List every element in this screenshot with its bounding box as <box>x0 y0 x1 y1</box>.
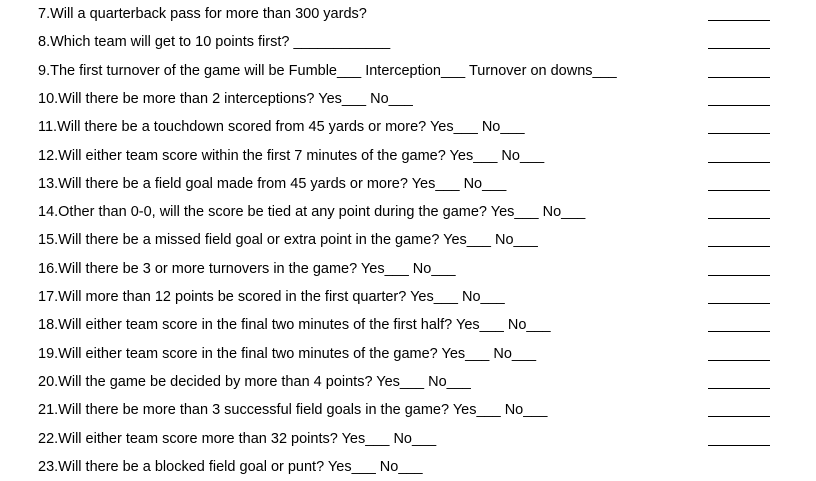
question-row <box>0 0 816 28</box>
answer-blank[interactable] <box>708 246 770 247</box>
answer-blank[interactable] <box>708 331 770 332</box>
question-text: 14.Other than 0-0, will the score be tied at any point during the game? Yes___ No___ <box>38 204 586 221</box>
question-text: 16.Will there be 3 or more turnovers in the game? Yes___ No___ <box>38 260 456 277</box>
answer-blank[interactable] <box>708 445 770 446</box>
answer-blank[interactable] <box>708 162 770 163</box>
question-row <box>0 85 816 113</box>
answer-blank[interactable] <box>708 388 770 389</box>
question-text: 13.Will there be a field goal made from 45 yards or more? Yes___ No___ <box>38 175 507 192</box>
answer-blank[interactable] <box>708 360 770 361</box>
question-text: 7.Will a quarterback pass for more than 300 yards? <box>38 6 367 22</box>
question-row <box>0 142 816 170</box>
question-row <box>0 340 816 368</box>
answer-blank[interactable] <box>708 218 770 219</box>
question-row <box>0 425 816 453</box>
answer-blank[interactable] <box>708 416 770 417</box>
question-row <box>0 311 816 339</box>
question-row <box>0 453 816 481</box>
answer-blank[interactable] <box>708 275 770 276</box>
question-text: 21.Will there be more than 3 successful field goals in the game? Yes___ No___ <box>38 402 548 419</box>
question-row <box>0 283 816 311</box>
question-text: 18.Will either team score in the final two minutes of the first half? Yes___ No___ <box>38 317 551 334</box>
question-row <box>0 57 816 85</box>
question-text: 8.Which team will get to 10 points first? ____________ <box>38 34 391 51</box>
answer-blank[interactable] <box>708 303 770 304</box>
question-row <box>0 28 816 56</box>
question-row <box>0 170 816 198</box>
answer-blank[interactable] <box>708 48 770 49</box>
question-text: 11.Will there be a touchdown scored from 45 yards or more? Yes___ No___ <box>38 119 525 136</box>
question-text: 12.Will either team score within the first 7 minutes of the game? Yes___ No___ <box>38 147 545 164</box>
answer-blank[interactable] <box>708 20 770 21</box>
question-text: 9.The first turnover of the game will be Fumble___ Interception___ Turnover on downs___ <box>38 62 617 79</box>
question-row <box>0 255 816 283</box>
question-text: 17.Will more than 12 points be scored in the first quarter? Yes___ No___ <box>38 289 505 305</box>
answer-blank[interactable] <box>708 105 770 106</box>
question-text: 19.Will either team score in the final two minutes of the game? Yes___ No___ <box>38 345 537 362</box>
question-row <box>0 198 816 226</box>
question-row <box>0 113 816 141</box>
question-text: 22.Will either team score more than 32 points? Yes___ No___ <box>38 430 437 447</box>
question-row <box>0 226 816 254</box>
question-text: 20.Will the game be decided by more than 4 points? Yes___ No___ <box>38 373 471 390</box>
answer-blank[interactable] <box>708 133 770 134</box>
question-text: 10.Will there be more than 2 interceptions? Yes___ No___ <box>38 90 413 107</box>
question-text: 15.Will there be a missed field goal or extra point in the game? Yes___ No___ <box>38 232 538 249</box>
question-text: 23.Will there be a blocked field goal or punt? Yes___ No___ <box>38 458 423 475</box>
question-row <box>0 396 816 424</box>
answer-blank[interactable] <box>708 190 770 191</box>
question-row <box>0 368 816 396</box>
answer-blank[interactable] <box>708 77 770 78</box>
